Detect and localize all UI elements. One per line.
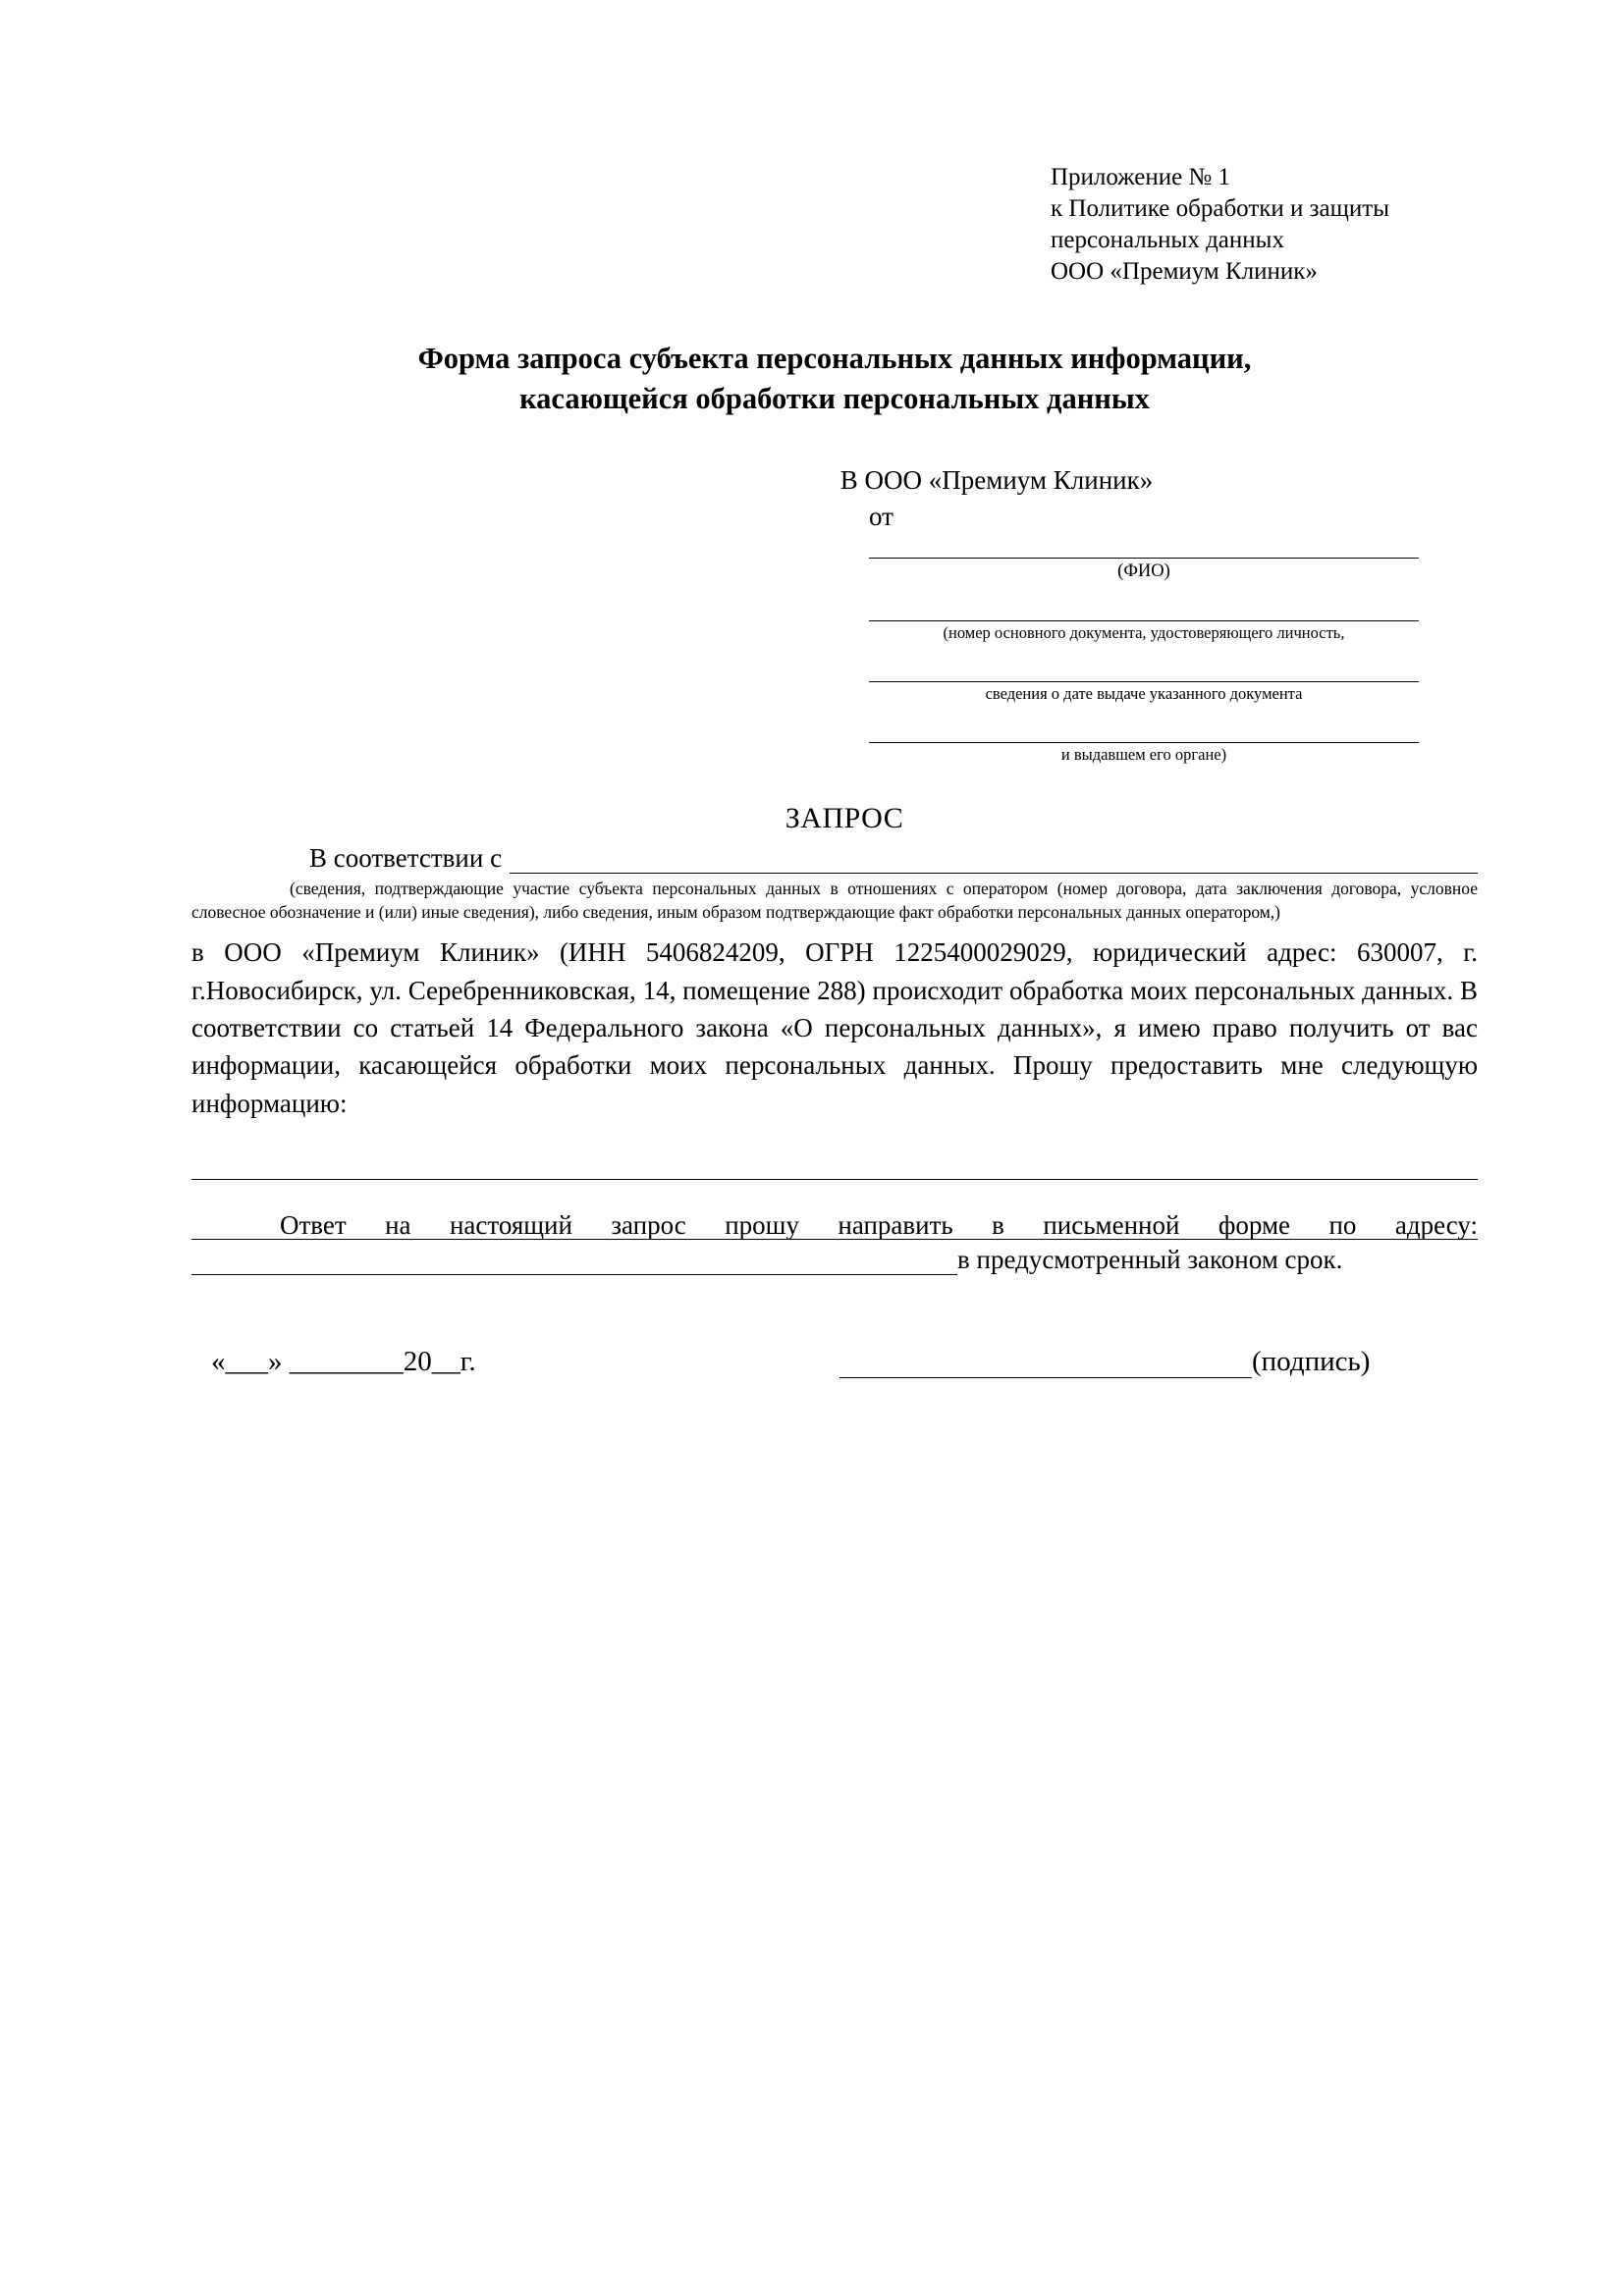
- basis-fineprint-text: (сведения, подтверждающие участие субъекта персональных данных в отношениях с оператором (номер договора, дата заключения договора, условное словесное обозначение и (или) иные сведения), либо сведения, иным образом подтверждающие факт обработки персональных данных оператором,): [191, 879, 1478, 922]
- basis-label: В соответствии с: [309, 843, 503, 874]
- addressee-from: от: [869, 502, 893, 532]
- basis-input[interactable]: [510, 849, 1478, 874]
- document-number-input[interactable]: [869, 595, 1419, 621]
- request-heading: ЗАПРОС: [785, 802, 904, 835]
- document-header-block: [1051, 162, 1478, 288]
- header-line-2: к Политике обработки и защиты: [1051, 195, 1390, 222]
- answer-sentence: Ответ на настоящий запрос прошу направить в письменной форме по адресу:: [280, 1210, 1478, 1241]
- document-issuer-input[interactable]: [869, 717, 1419, 743]
- body-paragraph: в ООО «Премиум Клиник» (ИНН 5406824209, ОГРН 1225400029029, юридический адрес: 630007, г. г.Новосибирск, ул. Серебренниковская, 14, помещение 288) происходит обработка моих персональных данных. В соответствии со статьей 14 Федерального закона «О персональных данных», я имею право получить от вас информации, касающейся обработки моих персональных данных. Прошу предоставить мне следующую информацию:: [191, 937, 1478, 1118]
- answer-tail: в предусмотренный законом срок.: [957, 1245, 1343, 1275]
- requested-info-input-1[interactable]: [191, 1136, 1478, 1180]
- applicant-fields: [869, 532, 1419, 765]
- fio-caption: (ФИО): [1117, 561, 1170, 582]
- answer-address-row: [191, 1245, 1478, 1275]
- basis-row: [191, 843, 1478, 874]
- title-line-1: Форма запроса субъекта персональных данных информации,: [417, 342, 1252, 375]
- fio-input[interactable]: [869, 532, 1419, 559]
- document-content: [191, 162, 1478, 1378]
- basis-fineprint: [191, 878, 1478, 924]
- header-line-3: персональных данных: [1051, 227, 1284, 253]
- date-field[interactable]: «___» ________20__г.: [211, 1346, 476, 1378]
- addressee-to: В ООО «Премиум Клиник»: [839, 465, 1154, 496]
- signature-input[interactable]: [839, 1356, 1252, 1378]
- signature-caption: (подпись): [1252, 1346, 1371, 1378]
- document-date-input[interactable]: [869, 656, 1419, 682]
- document-date-caption: сведения о дате выдаче указанного документа: [985, 683, 1303, 703]
- header-line-1: Приложение № 1: [1051, 164, 1231, 190]
- answer-address-input[interactable]: [191, 1251, 957, 1275]
- document-issuer-caption: и выдавшем его органе): [1060, 744, 1227, 764]
- addressee-block: [191, 465, 1478, 765]
- title-line-2: касающейся обработки персональных данных: [519, 381, 1150, 415]
- document-number-caption: (номер основного документа, удостоверяющего личность,: [943, 623, 1345, 643]
- signature-field-group: [839, 1346, 1370, 1378]
- signature-row: [191, 1346, 1478, 1378]
- header-line-4: ООО «Премиум Клиник»: [1051, 258, 1318, 285]
- page-title: [191, 339, 1478, 418]
